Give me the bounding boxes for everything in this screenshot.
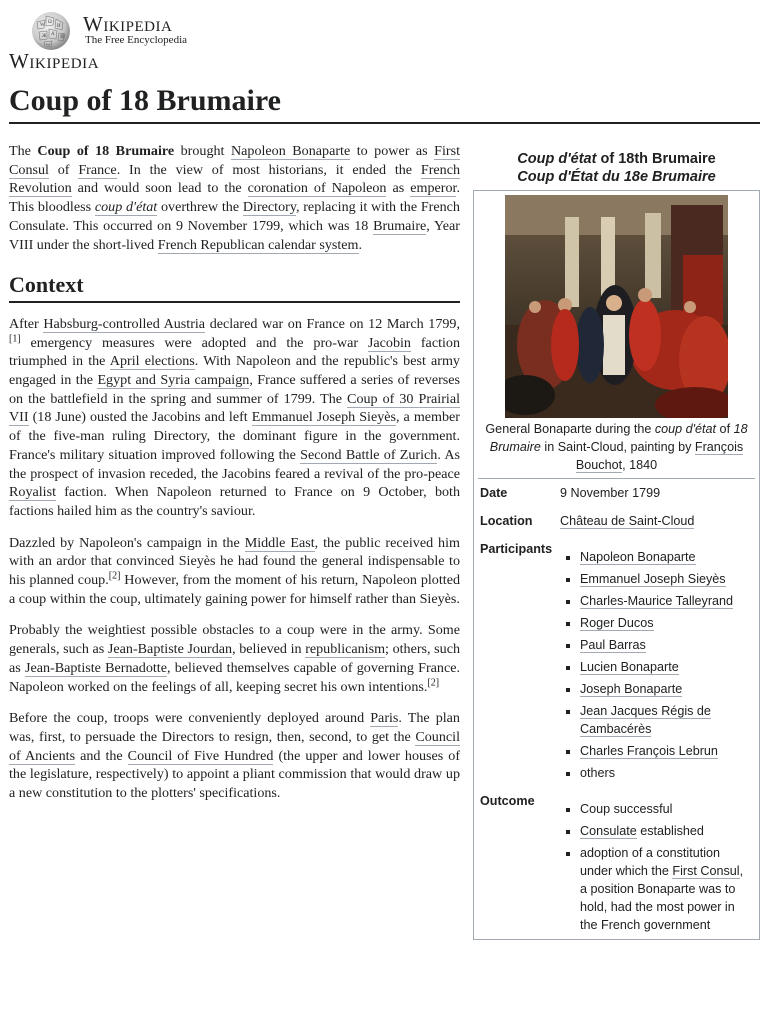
title-divider (9, 122, 760, 124)
text-run: brought (174, 143, 231, 159)
site-wordmark[interactable]: Wikipedia (9, 49, 100, 73)
infobox-row-location (474, 507, 759, 535)
svg-text:Ω: Ω (48, 20, 52, 25)
text-run: (the upper and lower houses of the legislature, respectively) to appoint a pliant commission that would draw up a new constitution to the plotters' specifications. (9, 747, 461, 802)
text-run: of (716, 422, 734, 436)
text-run: of (48, 161, 79, 178)
page-title: Coup of 18 Brumaire (9, 84, 281, 117)
text-run: and the (75, 747, 128, 764)
article-link[interactable]: coup d'état (94, 199, 158, 216)
infobox-row-date (474, 479, 759, 507)
wikipedia-globe-icon (29, 10, 73, 52)
text-run: to power as (350, 143, 435, 159)
article-link[interactable]: Napoleon Bonaparte (230, 143, 351, 159)
text-run: , believed themselves capable of governing France. Napoleon worked on the feelings of all, keeping secret his own intentions. (9, 659, 460, 695)
text-run: (18 June) ousted the Jacobins and left (28, 409, 252, 426)
article-link[interactable]: Jean-Baptiste Bernadotte (24, 659, 167, 676)
text-run: adoption of a constitution under which the (580, 846, 721, 878)
text-run: . The plan was, first, to persuade the Directors to resign, then, second, to get the (9, 710, 460, 745)
infobox-row-outcome (474, 787, 759, 939)
infobox-title (473, 150, 760, 190)
article-link[interactable]: Jean-Baptiste Jourdan (107, 641, 233, 658)
article-link[interactable]: Consulate (580, 824, 637, 838)
context-paragraph (9, 534, 460, 609)
text-run: Before the coup, troops were conveniently deployed around (9, 710, 371, 727)
text-run: , replacing it with the French Consulate. This occurred on 9 November 1799, which was 18 (9, 199, 460, 234)
article-link[interactable]: Coup of 30 Prairial VII (9, 390, 460, 426)
article-link[interactable]: coronation of Napoleon (247, 180, 387, 197)
article-link[interactable]: Habsburg-controlled Austria (43, 315, 206, 332)
context-paragraph (9, 709, 460, 803)
participant-link[interactable]: Napoleon Bonaparte (580, 550, 696, 564)
article-link[interactable]: French Revolution (9, 161, 460, 197)
article-link[interactable]: Emmanuel Joseph Sieyès (251, 409, 396, 426)
text-run: , believed in (232, 641, 306, 658)
article-link[interactable]: April elections (109, 353, 195, 370)
site-logo[interactable] (29, 10, 219, 52)
painting-image[interactable] (505, 195, 728, 418)
citation-ref[interactable]: [2] (427, 676, 440, 688)
infobox-title-rest: of 18th Brumaire (596, 151, 716, 167)
article-link[interactable]: Egypt and Syria campaign (97, 372, 250, 389)
infobox-row-participants (474, 535, 759, 787)
painting-caption (474, 418, 759, 478)
text-run: Probably the weightiest possible obstacles to a coup were in the army. Some generals, such as (9, 622, 460, 658)
participant-item (580, 634, 753, 656)
participant-item (580, 568, 753, 590)
text-run: , Year VIII under the short-lived (9, 217, 460, 253)
intro-paragraph (9, 142, 460, 254)
participant-link[interactable]: Charles-Maurice Talleyrand (580, 594, 734, 608)
article-link[interactable]: Council of Ancients (9, 728, 460, 764)
location-label: Location (480, 514, 533, 528)
logo-wordmark: Wikipedia (83, 12, 173, 36)
svg-text:И: И (57, 24, 61, 29)
text-run: declared war on France on 12 March 1799, (205, 315, 460, 332)
context-paragraph (9, 621, 460, 696)
participant-link[interactable]: Roger Ducos (580, 616, 654, 630)
text-run: overthrew the (157, 199, 243, 216)
article-link[interactable]: Paris (370, 710, 399, 727)
infobox-table (473, 190, 760, 940)
text-run: , a member of the five-man ruling Directory, the dominant figure in the government. France's military situation improved following the (9, 409, 460, 463)
participant-item (580, 740, 753, 762)
svg-text:A: A (51, 32, 55, 37)
article-link[interactable]: François Bouchot (575, 440, 744, 472)
text-run: established (636, 824, 704, 838)
location-link[interactable]: Château de Saint-Cloud (560, 514, 695, 528)
text-run: Dazzled by Napoleon's campaign in the (9, 534, 245, 551)
svg-text:Ж: Ж (42, 34, 47, 39)
outcome-item (580, 820, 753, 842)
participant-link[interactable]: Joseph Bonaparte (580, 682, 683, 696)
text-run: faction. When Napoleon returned to France on 9 October, both factions hailed him as the country's saviour. (9, 484, 460, 519)
article-link[interactable]: Second Battle of Zurich (300, 446, 438, 463)
bold-term: Coup of 18 Brumaire (37, 143, 175, 159)
participant-link[interactable]: Paul Barras (580, 638, 646, 652)
infobox (473, 150, 760, 940)
participant-item (580, 656, 753, 678)
article-link[interactable]: France (78, 161, 117, 178)
text-run: and would soon lead to the (71, 180, 248, 197)
participant-item (580, 762, 753, 784)
text-run: . As the prospect of invasion receded, the Jacobins feared a revival of the pro-peace (9, 446, 461, 482)
participant-text: others (580, 766, 616, 780)
text-run: faction triumphed in the (9, 334, 460, 370)
participant-link[interactable]: Jean Jacques Régis de Cambacérès (580, 704, 711, 736)
article-link[interactable]: Middle East (244, 534, 315, 551)
participants-list (560, 546, 753, 784)
text-run: in Saint-Cloud, painting by (540, 440, 695, 454)
text-run: After (9, 315, 44, 332)
article-link[interactable]: French Republican calendar system (157, 236, 359, 253)
infobox-title-italic: Coup d'état (517, 151, 597, 167)
text-run: , the public received him with an ardor that convinced Sieyès he had found the general indispensable to his planned coup. (9, 534, 460, 589)
participant-item (580, 590, 753, 612)
text-run: 18 Brumaire (489, 422, 748, 454)
article-link[interactable]: First Consul (672, 864, 740, 878)
text-run: , France suffered a series of reverses on the battlefield in the spring and summer of 1799. The (9, 372, 460, 407)
text-run: . This bloodless (9, 180, 460, 216)
text-run: However, from the moment of his return, Napoleon plotted a coup within the coup, ultimately gaining power for himself rather than Sieyès. (9, 572, 460, 607)
text-run: , a position Bonaparte was to hold, had the most power in the French government (580, 864, 744, 932)
context-paragraph (9, 315, 460, 521)
participant-link[interactable]: Charles François Lebrun (580, 744, 718, 758)
text-run: as (386, 180, 411, 197)
text-run: coup d'état (654, 422, 717, 436)
text-run: . With Napoleon and the republic's best army engaged in the (9, 353, 460, 389)
outcome-list (560, 798, 753, 936)
article-link[interactable]: Royalist (9, 484, 56, 501)
citation-ref[interactable]: [2] (108, 570, 121, 582)
logo-tagline: The Free Encyclopedia (85, 34, 188, 46)
article-link[interactable]: Council of Five Hundred (127, 747, 274, 764)
participant-item (580, 546, 753, 568)
text-run: The (9, 143, 38, 159)
outcome-item (580, 842, 753, 936)
svg-text:ب: ب (46, 42, 51, 47)
text-run: . (358, 236, 363, 253)
outcome-item (580, 798, 753, 820)
article-link[interactable]: Brumaire (373, 217, 427, 234)
infobox-subtitle: Coup d'État du 18e Brumaire (517, 169, 716, 185)
svg-text:維: 維 (60, 35, 66, 40)
text-run: emergency measures were adopted and the pro-war (20, 334, 368, 351)
text-run: Coup successful (580, 802, 673, 816)
text-run: ; others, such as (9, 641, 460, 676)
article-link[interactable]: First Consul (9, 143, 461, 178)
date-label: Date (480, 486, 508, 500)
article-body (9, 142, 460, 816)
participants-label: Participants (480, 542, 553, 556)
svg-text:W: W (40, 23, 45, 28)
article-link[interactable]: emperor (410, 180, 457, 197)
section-heading-context: Context (9, 272, 84, 298)
participant-item (580, 678, 753, 700)
article-link[interactable]: Directory (242, 199, 296, 216)
article-link[interactable]: republicanism (305, 641, 386, 658)
date-value: 9 November 1799 (560, 486, 661, 500)
text-run: , 1840 (622, 458, 658, 472)
citation-ref[interactable]: [1] (9, 332, 21, 344)
participant-item (580, 612, 753, 634)
text-run: General Bonaparte during the (485, 422, 655, 436)
outcome-label: Outcome (480, 794, 535, 808)
participant-link[interactable]: Lucien Bonaparte (580, 660, 679, 674)
participant-link[interactable]: Emmanuel Joseph Sieyès (580, 572, 726, 586)
article-link[interactable]: Jacobin (367, 334, 411, 351)
section-divider (9, 301, 460, 303)
text-run: . In the view of most historians, it ended the (116, 161, 421, 178)
participant-item (580, 700, 753, 740)
